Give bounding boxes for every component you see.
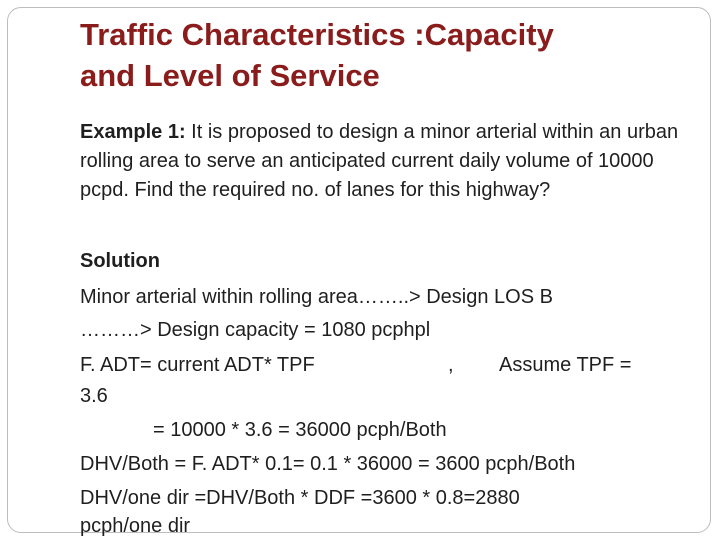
solution-assume-tpf: Assume TPF = — [499, 354, 632, 376]
solution-line-dhv-both: DHV/Both = F. ADT* 0.1= 0.1 * 36000 = 3600 pcph/Both — [80, 453, 576, 475]
example-text: It is proposed to design a minor arterial within an urban rolling area to serve an anticipated current daily volume of 10000 pcpd. Find the required no. of lanes for this highway? — [80, 121, 679, 201]
solution-line-dhv-one-unit: pcph/one dir — [80, 515, 191, 537]
example-paragraph — [80, 118, 700, 205]
solution-line-tpf-value: 3.6 — [80, 385, 108, 407]
solution-comma: , — [448, 354, 454, 376]
solution-line-1: Minor arterial within rolling area……..> Design LOS B — [80, 286, 553, 308]
solution-heading: Solution — [80, 250, 160, 272]
solution-line-3: F. ADT= current ADT* TPF — [80, 354, 315, 376]
title-line-1: Traffic Characteristics :Capacity — [80, 17, 554, 52]
example-label: Example 1: — [80, 121, 186, 143]
solution-line-fadt: = 10000 * 3.6 = 36000 pcph/Both — [153, 419, 447, 441]
slide-title — [80, 14, 680, 96]
solution-line-dhv-one: DHV/one dir =DHV/Both * DDF =3600 * 0.8=2880 — [80, 487, 520, 509]
solution-line-2: ………> Design capacity = 1080 pcphpl — [80, 319, 431, 341]
title-line-2: and Level of Service — [80, 58, 380, 93]
